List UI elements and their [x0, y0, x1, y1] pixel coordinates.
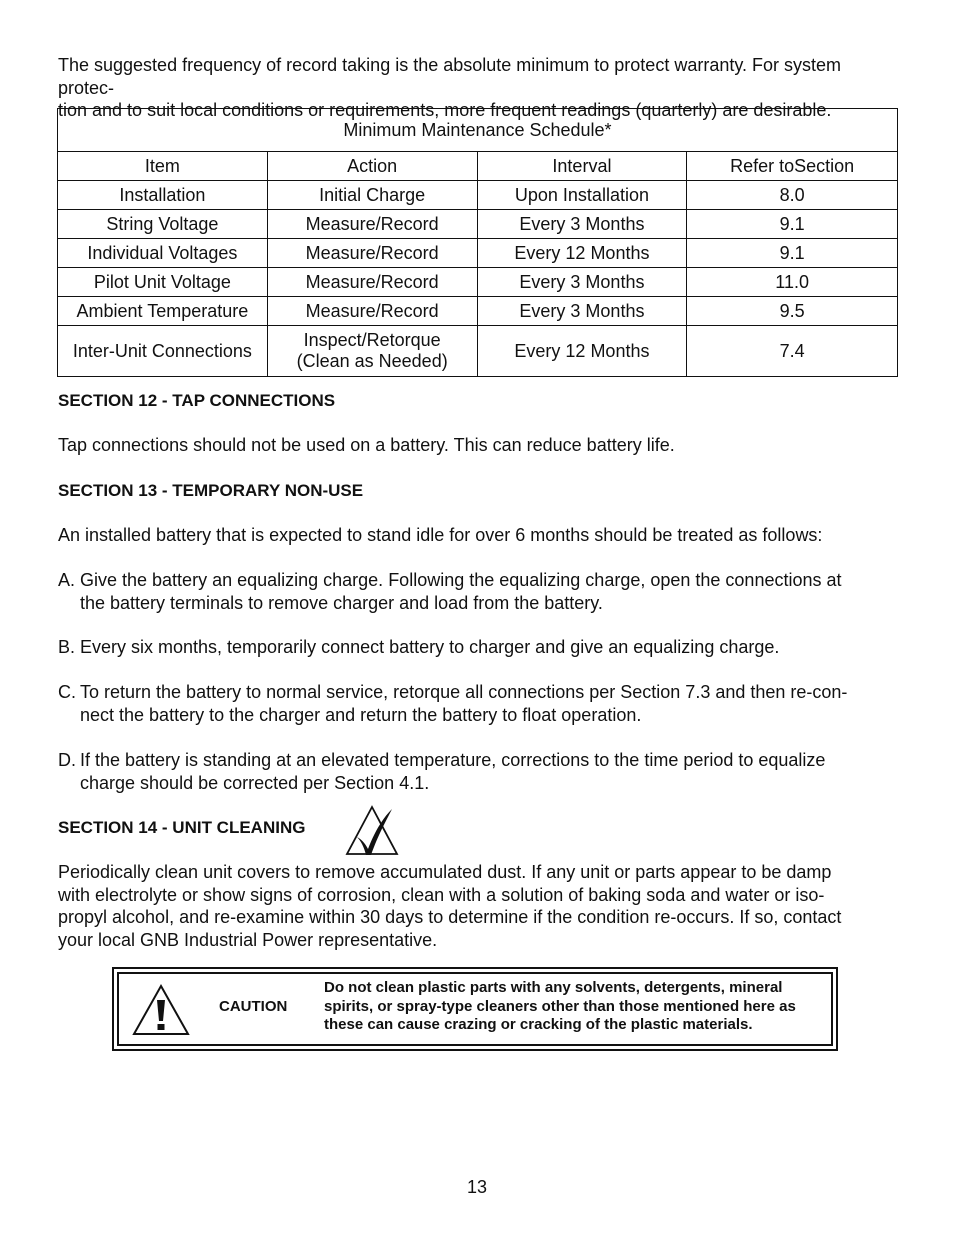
list-item-line-1: To return the battery to normal service, retorque all connections per Section 7.3 and then re-con- [80, 682, 848, 702]
section-14-line-1: Periodically clean unit covers to remove accumulated dust. If any unit or parts appear to be damp [58, 862, 832, 882]
table-caption: Minimum Maintenance Schedule* [58, 109, 898, 152]
list-item-text [80, 681, 890, 726]
table-header-row [58, 152, 898, 181]
column-header-interval: Interval [477, 152, 687, 181]
cell-section: 11.0 [687, 268, 898, 297]
cell-action-line-2: (Clean as Needed) [296, 351, 448, 371]
caution-line-1: Do not clean plastic parts with any solvents, detergents, mineral [324, 979, 783, 996]
table-row [58, 268, 898, 297]
caution-label: CAUTION [219, 998, 288, 1015]
section-14-body [58, 861, 890, 951]
cell-interval: Every 3 Months [477, 210, 687, 239]
warning-triangle-icon [131, 983, 191, 1037]
cell-interval: Every 3 Months [477, 268, 687, 297]
cell-item: Ambient Temperature [58, 297, 268, 326]
list-item-text [80, 636, 890, 659]
cell-item: Inter-Unit Connections [58, 326, 268, 377]
list-item-text [80, 749, 890, 794]
list-item-line-2: the battery terminals to remove charger and load from the battery. [80, 592, 603, 613]
cell-interval: Every 3 Months [477, 297, 687, 326]
cell-action: Measure/Record [267, 239, 477, 268]
cell-item: Installation [58, 181, 268, 210]
column-header-action: Action [267, 152, 477, 181]
maintenance-schedule-table [57, 108, 898, 377]
caution-box [112, 967, 838, 1051]
list-item-line-1: Every six months, temporarily connect battery to charger and give an equalizing charge. [80, 637, 780, 657]
cell-item: String Voltage [58, 210, 268, 239]
list-item-letter: D. [58, 750, 76, 770]
table-row [58, 210, 898, 239]
list-item [58, 681, 890, 727]
cell-section: 9.1 [687, 210, 898, 239]
intro-line-1: The suggested frequency of record taking is the absolute minimum to protect warranty. For system protec- [58, 55, 842, 98]
cell-interval: Every 12 Months [477, 326, 687, 377]
list-item [58, 749, 890, 795]
list-item-line-1: If the battery is standing at an elevated temperature, corrections to the time period to equalize [80, 750, 826, 770]
table-row [58, 297, 898, 326]
section-14-line-4: your local GNB Industrial Power representative. [58, 929, 438, 950]
checkmark-triangle-icon [344, 803, 400, 857]
cell-action: Measure/Record [267, 210, 477, 239]
column-header-item: Item [58, 152, 268, 181]
list-item-letter: A. [58, 570, 76, 590]
list-item-line-2: nect the battery to the charger and return the battery to float operation. [80, 704, 642, 725]
cell-action: Initial Charge [267, 181, 477, 210]
list-item-text [80, 569, 890, 614]
table-row [58, 326, 898, 377]
list-item-letter: C. [58, 682, 76, 702]
caution-line-2: spirits, or spray-type cleaners other than those mentioned here as [324, 997, 796, 1015]
intro-line-2: tion and to suit local conditions or requirements, more frequent readings (quarterly) are desirable. [58, 100, 832, 120]
cell-action: Measure/Record [267, 297, 477, 326]
column-header-section: Refer toSection [687, 152, 898, 181]
cell-action: Measure/Record [267, 268, 477, 297]
list-item [58, 636, 890, 660]
cell-section: 9.5 [687, 297, 898, 326]
list-item [58, 569, 890, 615]
caution-line-3: these can cause crazing or cracking of the plastic materials. [324, 1016, 753, 1033]
cell-interval: Every 12 Months [477, 239, 687, 268]
cell-section: 9.1 [687, 239, 898, 268]
section-12-body: Tap connections should not be used on a battery. This can reduce battery life. [58, 435, 675, 455]
cell-section: 8.0 [687, 181, 898, 210]
list-item-line-2: charge should be corrected per Section 4.1. [80, 772, 430, 793]
section-14-line-2: with electrolyte or show signs of corrosion, clean with a solution of baking soda and water or iso- [58, 884, 825, 905]
cell-action [267, 326, 477, 377]
cell-action-line-1: Inspect/Retorque [303, 330, 441, 350]
cell-interval: Upon Installation [477, 181, 687, 210]
list-item-line-1: Give the battery an equalizing charge. Following the equalizing charge, open the connections at [80, 570, 842, 590]
section-13-heading: SECTION 13 - TEMPORARY NON-USE [58, 481, 364, 500]
cell-item: Individual Voltages [58, 239, 268, 268]
section-13-body: An installed battery that is expected to stand idle for over 6 months should be treated as follows: [58, 525, 823, 545]
table-row [58, 181, 898, 210]
page-number: 13 [466, 1177, 488, 1197]
caution-text [324, 979, 824, 1035]
cell-item: Pilot Unit Voltage [58, 268, 268, 297]
section-14-line-3: propyl alcohol, and re-examine within 30 days to determine if the condition re-occurs. If so, contact [58, 907, 842, 927]
list-item-letter: B. [58, 637, 76, 657]
table-row [58, 239, 898, 268]
section-14-heading: SECTION 14 - UNIT CLEANING [58, 818, 306, 837]
section-12-heading: SECTION 12 - TAP CONNECTIONS [58, 391, 336, 410]
cell-section: 7.4 [687, 326, 898, 377]
